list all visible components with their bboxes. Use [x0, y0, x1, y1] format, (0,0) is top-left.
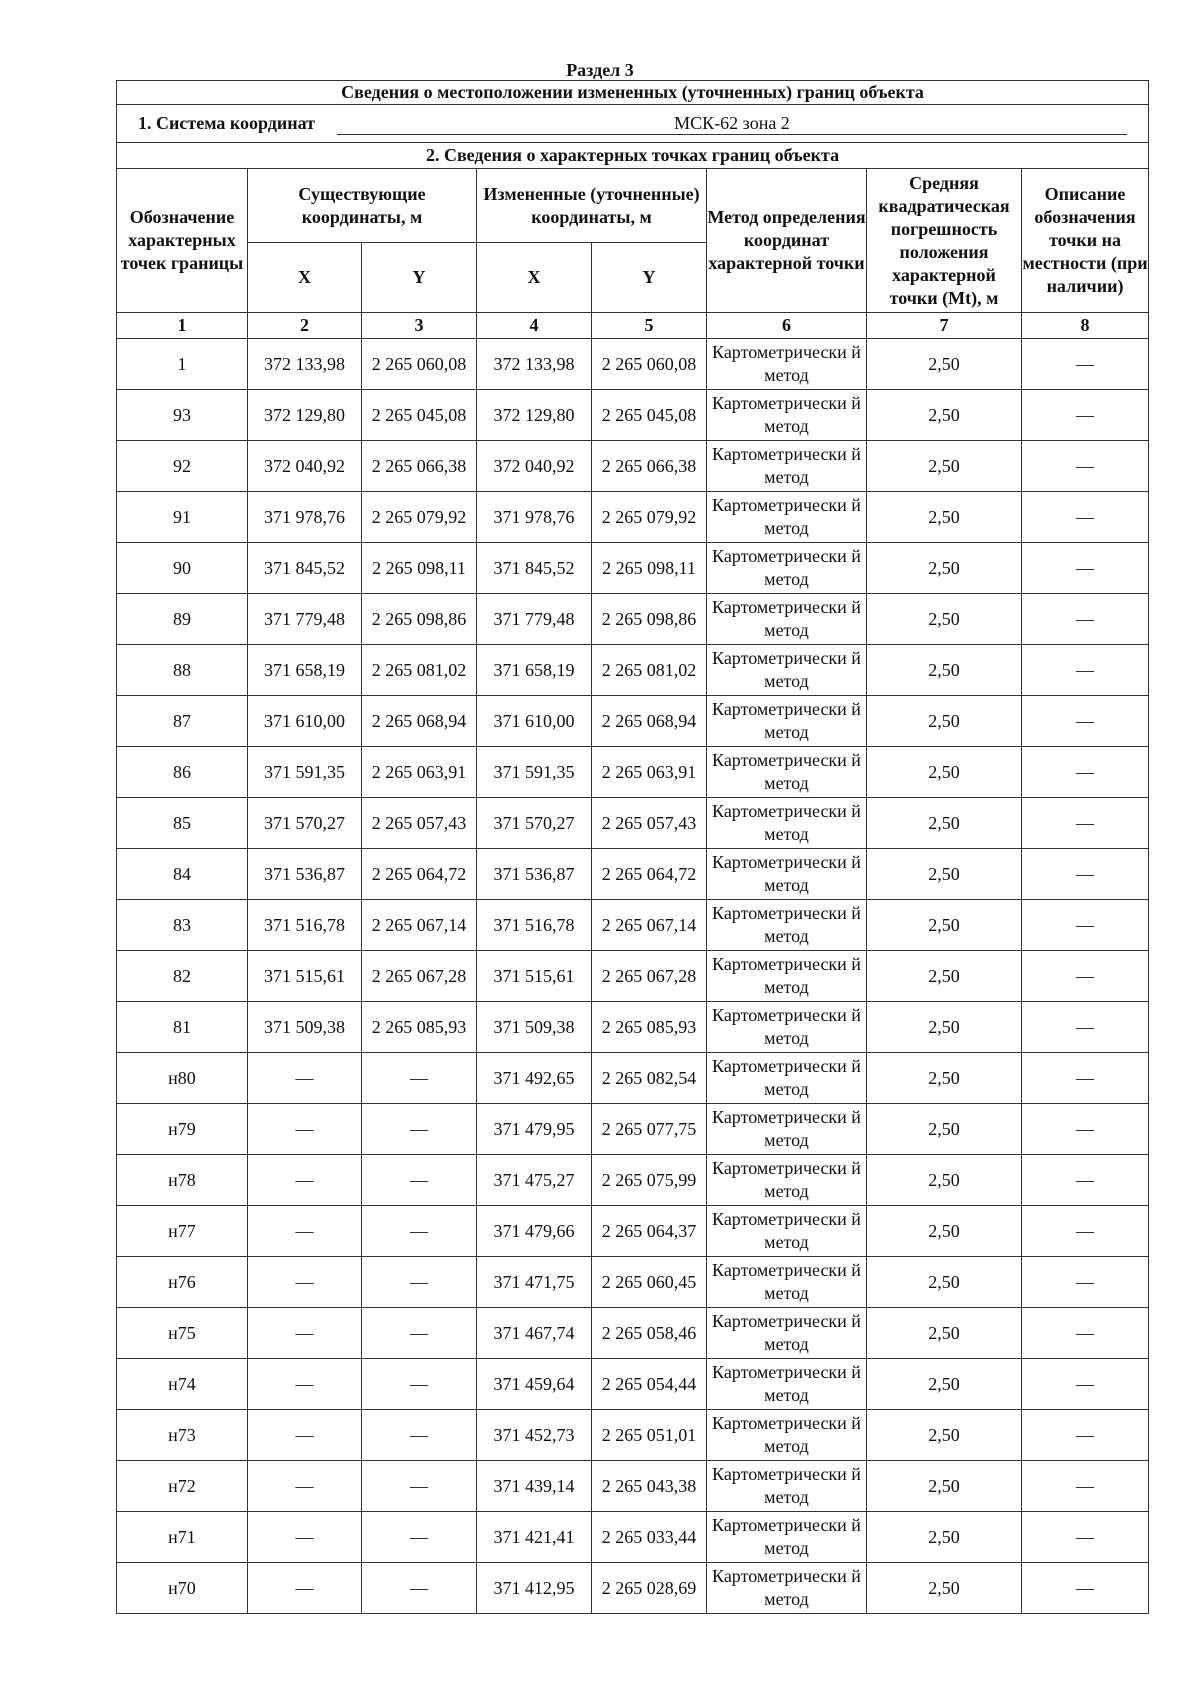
point-cell: 1: [117, 339, 248, 390]
changed-x-cell: 372 129,80: [477, 390, 592, 441]
table-row: [117, 492, 1149, 543]
col-number: 5: [592, 313, 707, 339]
existing-y-cell: 2 265 067,14: [362, 900, 477, 951]
description-cell: —: [1022, 1410, 1149, 1461]
description-cell: —: [1022, 441, 1149, 492]
coord-system-value: МСК-62 зона 2: [337, 112, 1127, 135]
changed-x-cell: 371 471,75: [477, 1257, 592, 1308]
error-cell: 2,50: [867, 849, 1022, 900]
existing-y-cell: 2 265 057,43: [362, 798, 477, 849]
error-cell: 2,50: [867, 1206, 1022, 1257]
point-cell: 89: [117, 594, 248, 645]
point-cell: н75: [117, 1308, 248, 1359]
changed-y-cell: 2 265 043,38: [592, 1461, 707, 1512]
table-row: [117, 696, 1149, 747]
col-header-changed-x: X: [477, 243, 592, 313]
changed-x-cell: 372 040,92: [477, 441, 592, 492]
existing-y-cell: 2 265 098,11: [362, 543, 477, 594]
table-row: [117, 747, 1149, 798]
method-cell: Картометрически й метод: [707, 1461, 867, 1512]
changed-y-cell: 2 265 060,45: [592, 1257, 707, 1308]
method-cell: Картометрически й метод: [707, 951, 867, 1002]
description-cell: —: [1022, 339, 1149, 390]
table-row: [117, 1308, 1149, 1359]
existing-y-cell: —: [362, 1308, 477, 1359]
changed-x-cell: 371 479,66: [477, 1206, 592, 1257]
changed-y-cell: 2 265 067,14: [592, 900, 707, 951]
coord-system-label: 1. Система координат: [138, 113, 315, 133]
description-cell: —: [1022, 900, 1149, 951]
col-header-error: Средняя квадратическая погрешность положения характерной точки (Mt), м: [867, 169, 1022, 313]
existing-y-cell: —: [362, 1563, 477, 1614]
existing-y-cell: —: [362, 1206, 477, 1257]
existing-y-cell: —: [362, 1461, 477, 1512]
error-cell: 2,50: [867, 900, 1022, 951]
col-header-existing-y: Y: [362, 243, 477, 313]
changed-x-cell: 371 536,87: [477, 849, 592, 900]
table-row: [117, 951, 1149, 1002]
existing-y-cell: 2 265 066,38: [362, 441, 477, 492]
existing-y-cell: —: [362, 1155, 477, 1206]
changed-x-cell: 371 475,27: [477, 1155, 592, 1206]
error-cell: 2,50: [867, 951, 1022, 1002]
error-cell: 2,50: [867, 543, 1022, 594]
col-number: 7: [867, 313, 1022, 339]
point-cell: 88: [117, 645, 248, 696]
point-cell: н71: [117, 1512, 248, 1563]
changed-x-cell: 371 570,27: [477, 798, 592, 849]
error-cell: 2,50: [867, 747, 1022, 798]
error-cell: 2,50: [867, 1053, 1022, 1104]
method-cell: Картометрически й метод: [707, 1410, 867, 1461]
table-row: [117, 543, 1149, 594]
point-cell: 85: [117, 798, 248, 849]
changed-y-cell: 2 265 064,37: [592, 1206, 707, 1257]
changed-y-cell: 2 265 079,92: [592, 492, 707, 543]
existing-x-cell: 371 591,35: [248, 747, 362, 798]
description-cell: —: [1022, 951, 1149, 1002]
table-row: [117, 1257, 1149, 1308]
changed-y-cell: 2 265 060,08: [592, 339, 707, 390]
changed-x-cell: 371 610,00: [477, 696, 592, 747]
method-cell: Картометрически й метод: [707, 900, 867, 951]
error-cell: 2,50: [867, 1308, 1022, 1359]
boundary-points-table: [116, 80, 1149, 1614]
error-cell: 2,50: [867, 1155, 1022, 1206]
col-header-existing: Существующие координаты, м: [248, 169, 477, 243]
table-row: [117, 1563, 1149, 1614]
table-row: [117, 390, 1149, 441]
description-cell: —: [1022, 1359, 1149, 1410]
point-cell: 83: [117, 900, 248, 951]
changed-y-cell: 2 265 051,01: [592, 1410, 707, 1461]
existing-x-cell: 372 040,92: [248, 441, 362, 492]
method-cell: Картометрически й метод: [707, 1104, 867, 1155]
table-row: [117, 1206, 1149, 1257]
changed-x-cell: 371 779,48: [477, 594, 592, 645]
changed-y-cell: 2 265 063,91: [592, 747, 707, 798]
method-cell: Картометрически й метод: [707, 849, 867, 900]
point-cell: н73: [117, 1410, 248, 1461]
existing-x-cell: 371 509,38: [248, 1002, 362, 1053]
changed-y-cell: 2 265 028,69: [592, 1563, 707, 1614]
changed-x-cell: 371 591,35: [477, 747, 592, 798]
existing-x-cell: 371 658,19: [248, 645, 362, 696]
error-cell: 2,50: [867, 1563, 1022, 1614]
description-cell: —: [1022, 645, 1149, 696]
description-cell: —: [1022, 1512, 1149, 1563]
table-row: [117, 1002, 1149, 1053]
coord-system-row: [117, 105, 1149, 143]
existing-y-cell: —: [362, 1410, 477, 1461]
existing-y-cell: 2 265 068,94: [362, 696, 477, 747]
point-cell: 91: [117, 492, 248, 543]
changed-x-cell: 371 479,95: [477, 1104, 592, 1155]
description-cell: —: [1022, 798, 1149, 849]
existing-x-cell: —: [248, 1410, 362, 1461]
error-cell: 2,50: [867, 798, 1022, 849]
changed-y-cell: 2 265 066,38: [592, 441, 707, 492]
existing-y-cell: 2 265 060,08: [362, 339, 477, 390]
description-cell: —: [1022, 1257, 1149, 1308]
method-cell: Картометрически й метод: [707, 492, 867, 543]
changed-x-cell: 371 516,78: [477, 900, 592, 951]
method-cell: Картометрически й метод: [707, 1359, 867, 1410]
existing-x-cell: 371 570,27: [248, 798, 362, 849]
error-cell: 2,50: [867, 441, 1022, 492]
description-cell: —: [1022, 1002, 1149, 1053]
existing-y-cell: 2 265 067,28: [362, 951, 477, 1002]
existing-x-cell: 372 129,80: [248, 390, 362, 441]
col-header-changed-y: Y: [592, 243, 707, 313]
method-cell: Картометрически й метод: [707, 696, 867, 747]
existing-x-cell: —: [248, 1053, 362, 1104]
table-row: [117, 798, 1149, 849]
existing-x-cell: —: [248, 1308, 362, 1359]
method-cell: Картометрически й метод: [707, 1257, 867, 1308]
point-cell: 93: [117, 390, 248, 441]
description-cell: —: [1022, 1104, 1149, 1155]
changed-y-cell: 2 265 098,11: [592, 543, 707, 594]
table-row: [117, 339, 1149, 390]
changed-x-cell: 371 421,41: [477, 1512, 592, 1563]
changed-x-cell: 371 515,61: [477, 951, 592, 1002]
method-cell: Картометрически й метод: [707, 543, 867, 594]
method-cell: Картометрически й метод: [707, 1053, 867, 1104]
existing-y-cell: 2 265 063,91: [362, 747, 477, 798]
existing-x-cell: —: [248, 1104, 362, 1155]
existing-x-cell: —: [248, 1206, 362, 1257]
existing-y-cell: 2 265 079,92: [362, 492, 477, 543]
method-cell: Картометрически й метод: [707, 798, 867, 849]
existing-x-cell: 371 779,48: [248, 594, 362, 645]
changed-x-cell: 371 509,38: [477, 1002, 592, 1053]
error-cell: 2,50: [867, 339, 1022, 390]
point-cell: 82: [117, 951, 248, 1002]
col-header-description: Описание обозначения точки на местности (при наличии): [1022, 169, 1149, 313]
table-title: Сведения о местоположении измененных (уточненных) границ объекта: [117, 81, 1149, 105]
col-number: 4: [477, 313, 592, 339]
table-row: [117, 1104, 1149, 1155]
column-number-row: [117, 313, 1149, 339]
col-number: 8: [1022, 313, 1149, 339]
description-cell: —: [1022, 543, 1149, 594]
changed-x-cell: 371 459,64: [477, 1359, 592, 1410]
description-cell: —: [1022, 849, 1149, 900]
existing-y-cell: 2 265 085,93: [362, 1002, 477, 1053]
changed-y-cell: 2 265 045,08: [592, 390, 707, 441]
error-cell: 2,50: [867, 1512, 1022, 1563]
changed-y-cell: 2 265 085,93: [592, 1002, 707, 1053]
point-cell: н76: [117, 1257, 248, 1308]
method-cell: Картометрически й метод: [707, 1512, 867, 1563]
changed-x-cell: 371 412,95: [477, 1563, 592, 1614]
changed-x-cell: 371 452,73: [477, 1410, 592, 1461]
existing-x-cell: 371 516,78: [248, 900, 362, 951]
table-row: [117, 1053, 1149, 1104]
existing-y-cell: 2 265 098,86: [362, 594, 477, 645]
changed-y-cell: 2 265 082,54: [592, 1053, 707, 1104]
point-cell: н79: [117, 1104, 248, 1155]
point-cell: 84: [117, 849, 248, 900]
table-row: [117, 1410, 1149, 1461]
point-cell: н77: [117, 1206, 248, 1257]
description-cell: —: [1022, 696, 1149, 747]
description-cell: —: [1022, 747, 1149, 798]
table-row: [117, 1155, 1149, 1206]
method-cell: Картометрически й метод: [707, 339, 867, 390]
changed-y-cell: 2 265 054,44: [592, 1359, 707, 1410]
error-cell: 2,50: [867, 1359, 1022, 1410]
description-cell: —: [1022, 1206, 1149, 1257]
changed-x-cell: 372 133,98: [477, 339, 592, 390]
point-cell: 87: [117, 696, 248, 747]
table-row: [117, 1512, 1149, 1563]
points-subheader: 2. Сведения о характерных точках границ объекта: [117, 143, 1149, 169]
changed-x-cell: 371 658,19: [477, 645, 592, 696]
changed-x-cell: 371 439,14: [477, 1461, 592, 1512]
existing-y-cell: —: [362, 1257, 477, 1308]
error-cell: 2,50: [867, 492, 1022, 543]
table-row: [117, 900, 1149, 951]
existing-y-cell: —: [362, 1104, 477, 1155]
existing-x-cell: 371 610,00: [248, 696, 362, 747]
table-row: [117, 1359, 1149, 1410]
description-cell: —: [1022, 594, 1149, 645]
col-header-existing-x: X: [248, 243, 362, 313]
method-cell: Картометрически й метод: [707, 1206, 867, 1257]
error-cell: 2,50: [867, 1104, 1022, 1155]
table-row: [117, 1461, 1149, 1512]
method-cell: Картометрически й метод: [707, 441, 867, 492]
point-cell: н74: [117, 1359, 248, 1410]
description-cell: —: [1022, 390, 1149, 441]
existing-x-cell: —: [248, 1359, 362, 1410]
col-number: 1: [117, 313, 248, 339]
point-cell: 90: [117, 543, 248, 594]
section-title: Раздел 3: [566, 60, 634, 80]
error-cell: 2,50: [867, 1410, 1022, 1461]
description-cell: —: [1022, 1461, 1149, 1512]
description-cell: —: [1022, 1563, 1149, 1614]
existing-y-cell: 2 265 045,08: [362, 390, 477, 441]
existing-y-cell: —: [362, 1512, 477, 1563]
changed-y-cell: 2 265 033,44: [592, 1512, 707, 1563]
description-cell: —: [1022, 492, 1149, 543]
col-number: 3: [362, 313, 477, 339]
error-cell: 2,50: [867, 1257, 1022, 1308]
existing-x-cell: —: [248, 1512, 362, 1563]
existing-x-cell: 372 133,98: [248, 339, 362, 390]
method-cell: Картометрически й метод: [707, 645, 867, 696]
table-row: [117, 441, 1149, 492]
error-cell: 2,50: [867, 696, 1022, 747]
description-cell: —: [1022, 1155, 1149, 1206]
error-cell: 2,50: [867, 1461, 1022, 1512]
table-row: [117, 849, 1149, 900]
point-cell: н80: [117, 1053, 248, 1104]
existing-y-cell: —: [362, 1359, 477, 1410]
method-cell: Картометрически й метод: [707, 594, 867, 645]
existing-x-cell: 371 536,87: [248, 849, 362, 900]
existing-x-cell: 371 978,76: [248, 492, 362, 543]
changed-y-cell: 2 265 077,75: [592, 1104, 707, 1155]
changed-y-cell: 2 265 067,28: [592, 951, 707, 1002]
changed-y-cell: 2 265 057,43: [592, 798, 707, 849]
existing-y-cell: 2 265 081,02: [362, 645, 477, 696]
col-header-point: Обозначение характерных точек границы: [117, 169, 248, 313]
method-cell: Картометрически й метод: [707, 747, 867, 798]
changed-x-cell: 371 492,65: [477, 1053, 592, 1104]
table-row: [117, 594, 1149, 645]
changed-y-cell: 2 265 068,94: [592, 696, 707, 747]
existing-x-cell: —: [248, 1563, 362, 1614]
method-cell: Картометрически й метод: [707, 1155, 867, 1206]
changed-x-cell: 371 978,76: [477, 492, 592, 543]
method-cell: Картометрически й метод: [707, 1002, 867, 1053]
changed-y-cell: 2 265 098,86: [592, 594, 707, 645]
point-cell: н78: [117, 1155, 248, 1206]
description-cell: —: [1022, 1053, 1149, 1104]
changed-y-cell: 2 265 075,99: [592, 1155, 707, 1206]
table-body: [117, 81, 1149, 1614]
existing-x-cell: —: [248, 1155, 362, 1206]
existing-y-cell: 2 265 064,72: [362, 849, 477, 900]
existing-x-cell: 371 515,61: [248, 951, 362, 1002]
changed-x-cell: 371 845,52: [477, 543, 592, 594]
col-number: 6: [707, 313, 867, 339]
point-cell: н70: [117, 1563, 248, 1614]
col-number: 2: [248, 313, 362, 339]
existing-x-cell: —: [248, 1461, 362, 1512]
changed-y-cell: 2 265 058,46: [592, 1308, 707, 1359]
col-header-changed: Измененные (уточненные) координаты, м: [477, 169, 707, 243]
point-cell: 86: [117, 747, 248, 798]
existing-x-cell: —: [248, 1257, 362, 1308]
point-cell: 81: [117, 1002, 248, 1053]
col-header-method: Метод определения координат характерной точки: [707, 169, 867, 313]
changed-y-cell: 2 265 064,72: [592, 849, 707, 900]
existing-y-cell: —: [362, 1053, 477, 1104]
method-cell: Картометрически й метод: [707, 1563, 867, 1614]
existing-x-cell: 371 845,52: [248, 543, 362, 594]
changed-x-cell: 371 467,74: [477, 1308, 592, 1359]
error-cell: 2,50: [867, 1002, 1022, 1053]
table-row: [117, 645, 1149, 696]
point-cell: н72: [117, 1461, 248, 1512]
description-cell: —: [1022, 1308, 1149, 1359]
method-cell: Картометрически й метод: [707, 390, 867, 441]
error-cell: 2,50: [867, 390, 1022, 441]
changed-y-cell: 2 265 081,02: [592, 645, 707, 696]
method-cell: Картометрически й метод: [707, 1308, 867, 1359]
point-cell: 92: [117, 441, 248, 492]
error-cell: 2,50: [867, 594, 1022, 645]
error-cell: 2,50: [867, 645, 1022, 696]
